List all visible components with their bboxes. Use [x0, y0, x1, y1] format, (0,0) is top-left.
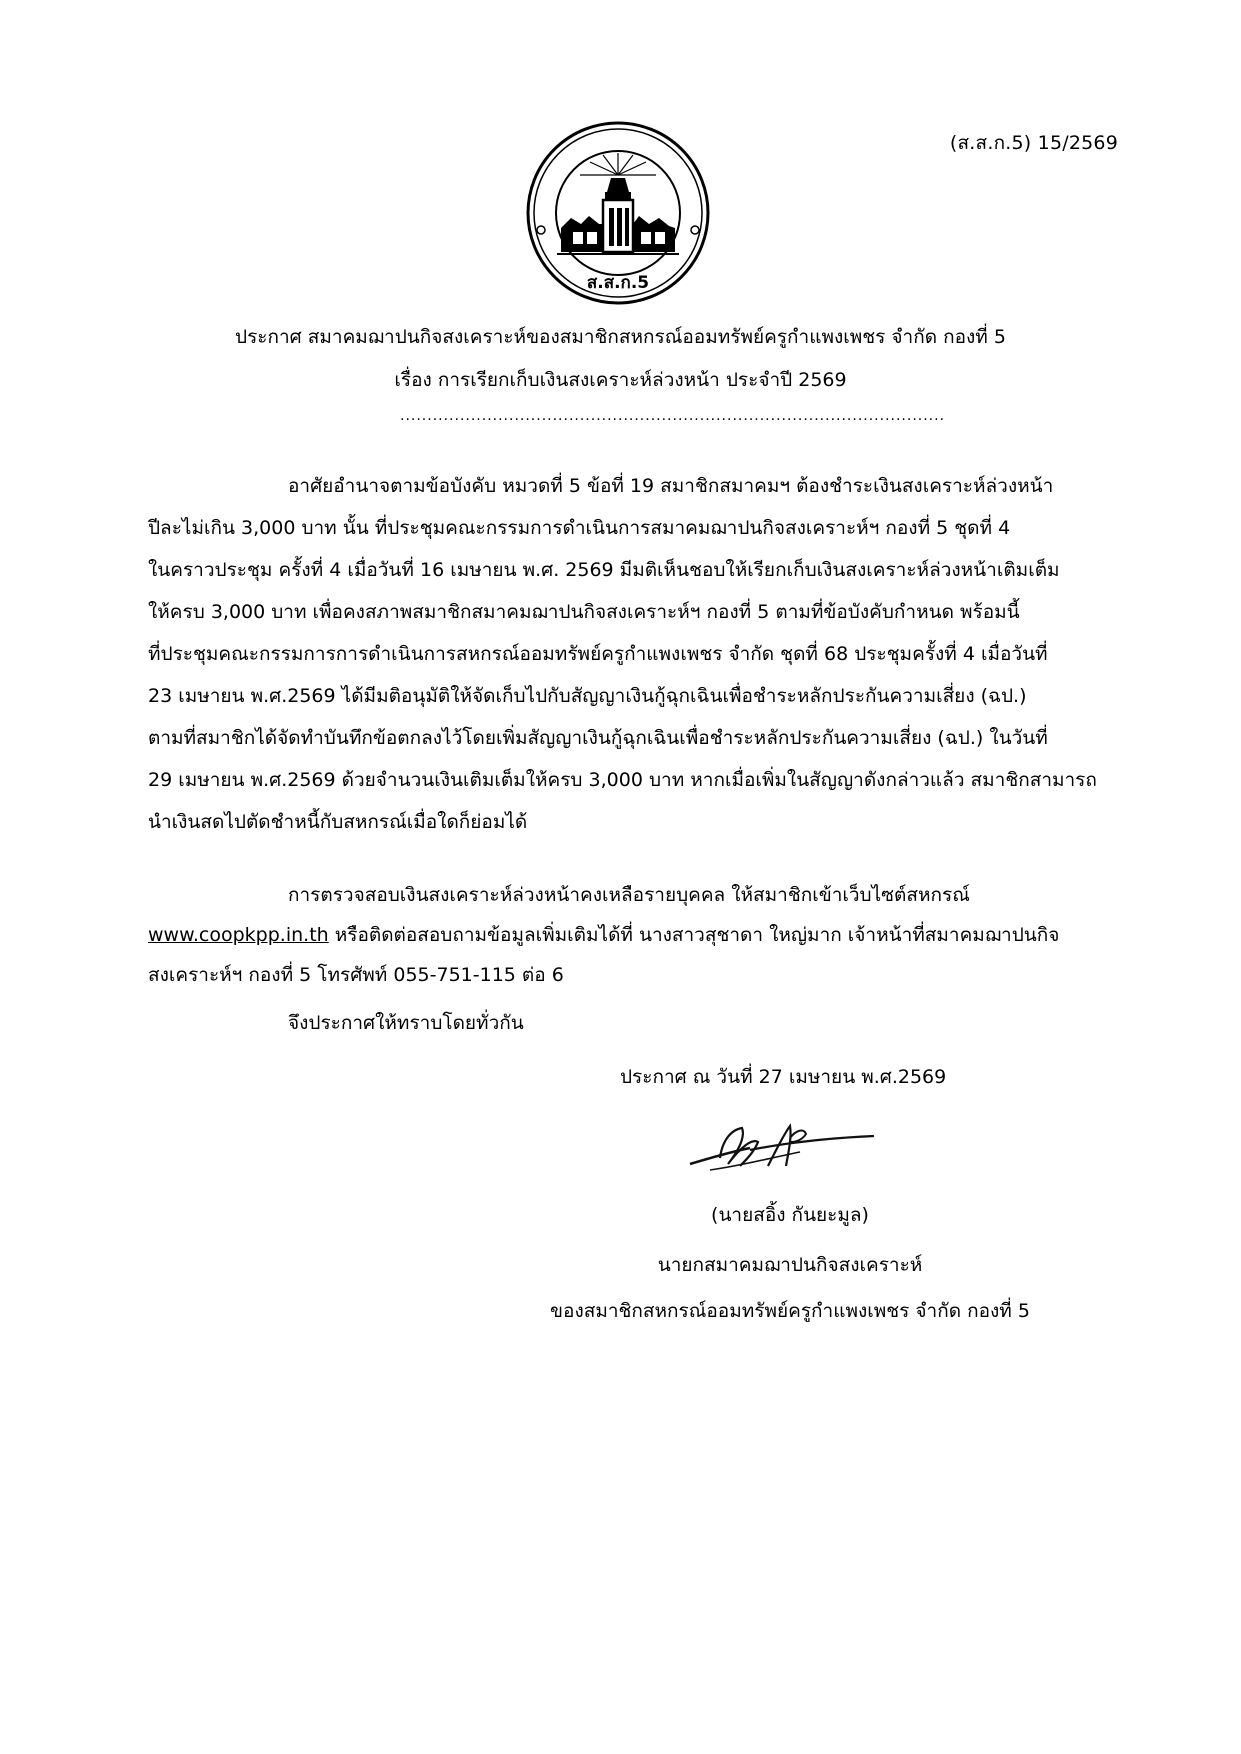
association-seal-icon — [525, 120, 711, 306]
paragraph-line — [148, 915, 1128, 955]
paragraph-line: ในคราวประชุม ครั้งที่ 4 เมื่อวันที่ 16 เมษายน พ.ศ. 2569 มีมติเห็นชอบให้เรียกเก็บเงินสงเคราะห์ล่วงหน้าเติมเต็ม — [148, 559, 1060, 581]
signatory-title: นายกสมาคมฌาปนกิจสงเคราะห์ — [657, 1254, 923, 1276]
seal-label: ส.ส.ก.5 — [586, 273, 650, 293]
paragraph-line: สงเคราะห์ฯ กองที่ 5 โทรศัพท์ 055-751-115 ต่อ 6 — [148, 964, 564, 986]
paragraph-line: ให้ครบ 3,000 บาท เพื่อคงสภาพสมาชิกสมาคมฌาปนกิจสงเคราะห์ฯ กองที่ 5 ตามที่ข้อบังคับกำหนด พร้อมนี้ — [148, 601, 1020, 623]
signatory-name: (นายสอิ้ง กันยะมูล) — [711, 1204, 869, 1226]
signatory-organization: ของสมาชิกสหกรณ์ออมทรัพย์ครูกำแพงเพชร จำกัด กองที่ 5 — [550, 1300, 1030, 1322]
paragraph-closing — [148, 1002, 1128, 1044]
paragraph-line: จึงประกาศให้ทราบโดยทั่วกัน — [288, 1012, 524, 1034]
paragraph-authority — [148, 465, 1128, 843]
paragraph-contact — [148, 875, 1128, 995]
announcement-subject: เรื่อง การเรียกเก็บเงินสงเคราะห์ล่วงหน้า ประจำปี 2569 — [394, 369, 847, 391]
paragraph-line: ตามที่สมาชิกได้จัดทำบันทึกข้อตกลงไว้โดยเพิ่มสัญญาเงินกู้ฉุกเฉินเพื่อชำระหลักประกันความเสี่ยง (ฉป.) ในวันที่ — [148, 727, 1048, 749]
website-link[interactable]: www.coopkpp.in.th — [148, 924, 329, 946]
paragraph-line: 29 เมษายน พ.ศ.2569 ด้วยจำนวนเงินเติมเต็มให้ครบ 3,000 บาท หากเมื่อเพิ่มในสัญญาดังกล่าวแล้ว สมาชิกสามารถ — [148, 769, 1097, 791]
reference-number: (ส.ส.ก.5) 15/2569 — [949, 132, 1118, 154]
paragraph-line: การตรวจสอบเงินสงเคราะห์ล่วงหน้าคงเหลือรายบุคคล ให้สมาชิกเข้าเว็บไซต์สหกรณ์ — [288, 884, 970, 906]
paragraph-line: ปีละไม่เกิน 3,000 บาท นั้น ที่ประชุมคณะกรรมการดำเนินการสมาคมฌาปนกิจสงเคราะห์ฯ กองที่ 5 ชุดที่ 4 — [148, 517, 1011, 539]
paragraph-line: อาศัยอำนาจตามข้อบังคับ หมวดที่ 5 ข้อที่ 19 สมาชิกสมาคมฯ ต้องชำระเงินสงเคราะห์ล่วงหน้า — [288, 475, 1054, 497]
contact-text: หรือติดต่อสอบถามข้อมูลเพิ่มเติมได้ที่ นางสาวสุชาดา ใหญ่มาก เจ้าหน้าที่สมาคมฌาปนกิจ — [328, 924, 1060, 946]
announcement-date: ประกาศ ณ วันที่ 27 เมษายน พ.ศ.2569 — [620, 1066, 947, 1088]
handwritten-signature — [650, 1108, 890, 1188]
paragraph-line: นำเงินสดไปตัดชำหนี้กับสหกรณ์เมื่อใดก็ย่อมได้ — [148, 811, 528, 833]
announcement-title: ประกาศ สมาคมฌาปนกิจสงเคราะห์ของสมาชิกสหกรณ์ออมทรัพย์ครูกำแพงเพชร จำกัด กองที่ 5 — [235, 326, 1006, 348]
title-separator: .................................................................................................... — [400, 408, 946, 424]
paragraph-line: ที่ประชุมคณะกรรมการการดำเนินการสหกรณ์ออมทรัพย์ครูกำแพงเพชร จำกัด ชุดที่ 68 ประชุมครั้งที่ 4 เมื่อวันที่ — [148, 643, 1048, 665]
paragraph-line: 23 เมษายน พ.ศ.2569 ได้มีมติอนุมัติให้จัดเก็บไปกับสัญญาเงินกู้ฉุกเฉินเพื่อชำระหลักประกันความเสี่ยง (ฉป.) — [148, 685, 1027, 707]
